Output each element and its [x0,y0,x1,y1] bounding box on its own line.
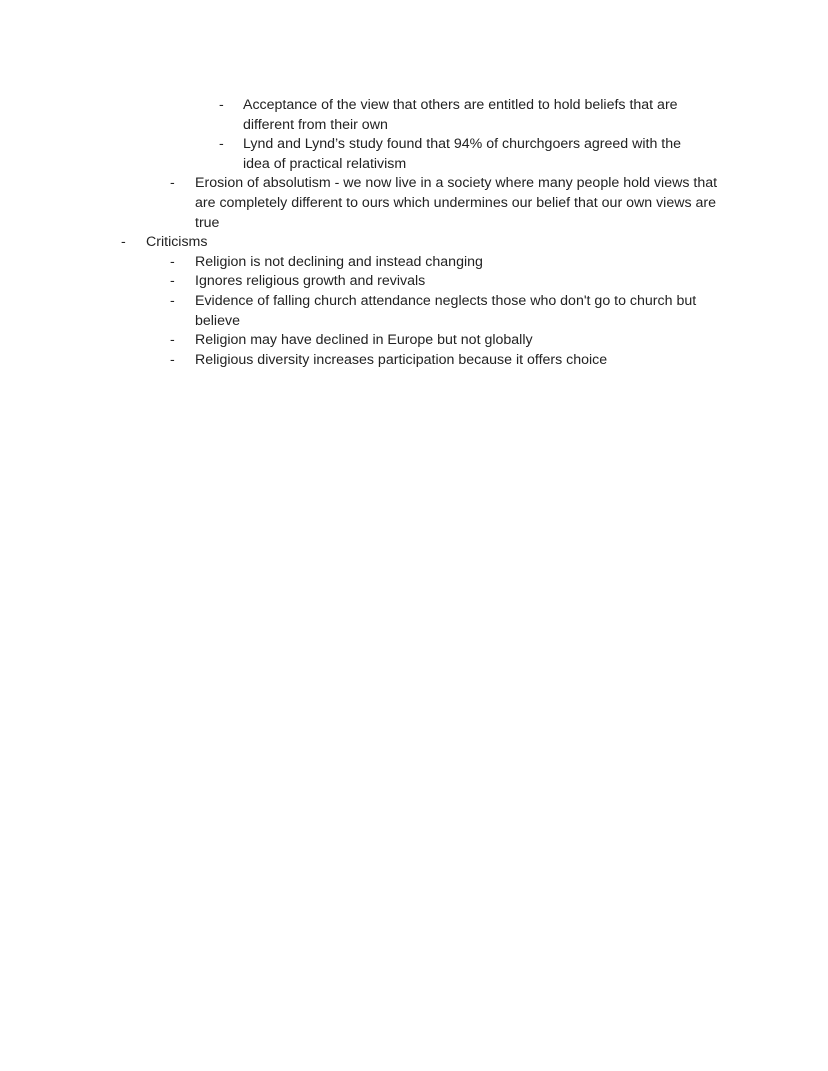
list-item [0,292,828,331]
bullet-dash: - [219,136,224,153]
bullet-dash: - [170,292,175,309]
bullet-dash: - [170,175,175,192]
list-item [0,96,828,135]
list-item [0,253,828,273]
bullet-dash: - [170,273,175,290]
bullet-dash: - [170,351,175,368]
list-item-text: Religion is not declining and instead changing [195,253,483,270]
bullet-dash: - [121,234,126,251]
list-item-text: Ignores religious growth and revivals [195,273,426,290]
bullet-list [0,96,828,370]
list-item [0,174,828,233]
bullet-dash: - [170,332,175,349]
list-item-text: Religion may have declined in Europe but not globally [195,332,533,349]
list-item [0,351,828,371]
list-item-text: Acceptance of the view that others are entitled to hold beliefs that are different from their own [243,97,678,133]
bullet-dash: - [170,253,175,270]
list-item [0,331,828,351]
list-item-text: Religious diversity increases participation because it offers choice [195,351,608,368]
bullet-dash: - [219,97,224,113]
list-item [0,272,828,292]
list-item-text: Erosion of absolutism - we now live in a society where many people hold views that are completely different to ours which undermines our belief that our own views are true [195,175,718,231]
list-item-heading [0,233,828,253]
list-item [0,135,828,174]
section-heading-criticisms: Criticisms [146,234,208,251]
list-item-text: Lynd and Lynd’s study found that 94% of churchgoers agreed with the idea of practical relativism [243,136,682,172]
list-item-text: Evidence of falling church attendance neglects those who don't go to church but believe [195,292,697,329]
